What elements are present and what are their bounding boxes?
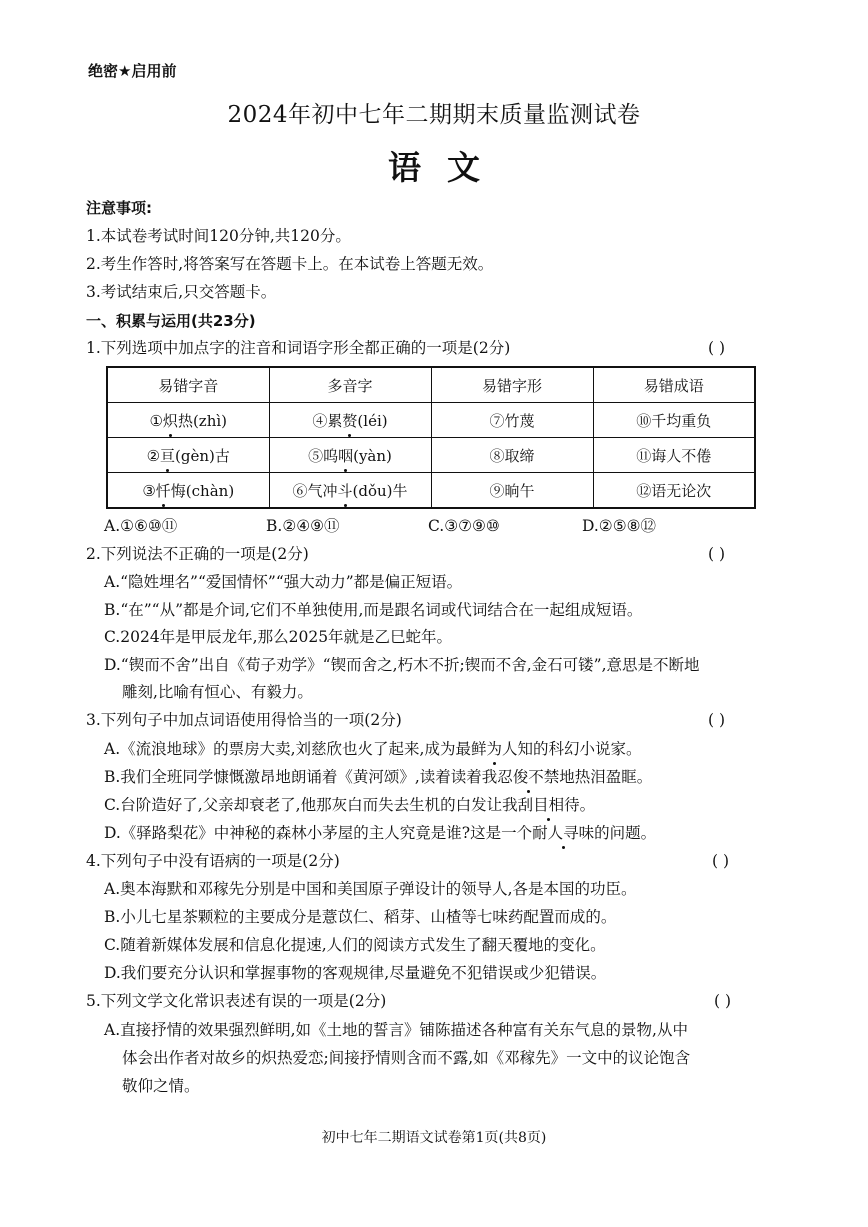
q2-option-d: D.“锲而不舍”出自《荀子劝学》“锲而舍之,朽木不折;锲而不舍,金石可镂”,意思是不断地 (104, 656, 700, 674)
q3-answer-paren: ( ) (708, 711, 726, 729)
table-cell: ④累赘(léi) (269, 403, 431, 438)
secret-label: 绝密★启用前 (88, 62, 177, 80)
q4-option-a: A.奥本海默和邓稼先分别是中国和美国原子弹设计的领导人,各是本国的功臣。 (104, 880, 637, 898)
q1-table (106, 366, 756, 509)
table-header: 多音字 (269, 367, 431, 403)
table-header: 易错成语 (593, 367, 755, 403)
table-cell: ③忏悔(chàn) (107, 473, 269, 509)
q1-option-b: B.②④⑨⑪ (266, 517, 340, 535)
table-cell: ⑩千均重负 (593, 403, 755, 438)
q1-option-d: D.②⑤⑧⑫ (582, 517, 656, 535)
q2-option-c: C.2024年是甲辰龙年,那么2025年就是乙巳蛇年。 (104, 628, 453, 646)
table-cell: ⑨晌午 (431, 473, 593, 509)
subject-title: 语文 (388, 148, 506, 187)
q2-option-d-cont: 雕刻,比喻有恒心、有毅力。 (122, 683, 313, 701)
table-cell: ⑦竹蔑 (431, 403, 593, 438)
q2-answer-paren: ( ) (708, 545, 726, 563)
table-cell: ①炽热(zhì) (107, 403, 269, 438)
table-cell: ⑫语无论次 (593, 473, 755, 509)
q2-option-a: A.“隐姓埋名”“爱国情怀”“强大动力”都是偏正短语。 (104, 573, 463, 591)
table-header: 易错字形 (431, 367, 593, 403)
q3-stem: 3.下列句子中加点词语使用得恰当的一项(2分) (86, 711, 402, 729)
table-row (107, 473, 755, 509)
table-header-row (107, 367, 755, 403)
table-cell: ⑤呜咽(yàn) (269, 438, 431, 473)
table-cell: ⑥气冲斗(dǒu)牛 (269, 473, 431, 509)
q1-stem: 1.下列选项中加点字的注音和词语字形全都正确的一项是(2分) (86, 339, 511, 357)
q5-option-a: A.直接抒情的效果强烈鲜明,如《土地的誓言》铺陈描述各种富有关东气息的景物,从中 (104, 1021, 688, 1039)
table-header: 易错字音 (107, 367, 269, 403)
q1-option-a: A.①⑥⑩⑪ (104, 517, 178, 535)
exam-title: 2024年初中七年二期期末质量监测试卷 (227, 102, 641, 128)
q4-option-d: D.我们要充分认识和掌握事物的客观规律,尽量避免不犯错误或少犯错误。 (104, 964, 607, 982)
q5-option-a-cont: 体会出作者对故乡的炽热爱恋;间接抒情则含而不露,如《邓稼先》一文中的议论饱含 (122, 1049, 691, 1067)
q4-option-c: C.随着新媒体发展和信息化提速,人们的阅读方式发生了翻天覆地的变化。 (104, 936, 606, 954)
table-row (107, 403, 755, 438)
notice-item-1: 1.本试卷考试时间120分钟,共120分。 (86, 227, 351, 245)
q5-answer-paren: ( ) (714, 992, 732, 1010)
q3-option-a: A.《流浪地球》的票房大卖,刘慈欣也火了起来,成为最鲜为人知的科幻小说家。 (104, 740, 642, 758)
q1-option-c: C.③⑦⑨⑩ (428, 517, 500, 535)
q4-option-b: B.小儿七星茶颗粒的主要成分是薏苡仁、稻芽、山楂等七味药配置而成的。 (104, 908, 617, 926)
table-cell: ⑧取缔 (431, 438, 593, 473)
q1-answer-paren: ( ) (708, 339, 726, 357)
table-cell: ⑪诲人不倦 (593, 438, 755, 473)
page-footer: 初中七年二期语文试卷第1页(共8页) (321, 1130, 547, 1146)
table-cell: ②亘(gèn)古 (107, 438, 269, 473)
q3-option-b: B.我们全班同学慷慨激昂地朗诵着《黄河颂》,读着读着我忍俊不禁地热泪盈眶。 (104, 768, 653, 786)
notice-item-3: 3.考试结束后,只交答题卡。 (86, 283, 277, 301)
q3-option-c: C.台阶造好了,父亲却衰老了,他那灰白而失去生机的白发让我刮目相待。 (104, 796, 596, 814)
q2-stem: 2.下列说法不正确的一项是(2分) (86, 545, 309, 563)
q4-answer-paren: ( ) (712, 852, 730, 870)
q3-option-d: D.《驿路梨花》中神秘的森林小茅屋的主人究竟是谁?这是一个耐人寻味的问题。 (104, 824, 657, 842)
notice-heading: 注意事项: (86, 199, 152, 217)
q4-stem: 4.下列句子中没有语病的一项是(2分) (86, 852, 340, 870)
q5-stem: 5.下列文学文化常识表述有误的一项是(2分) (86, 992, 387, 1010)
notice-item-2: 2.考生作答时,将答案写在答题卡上。在本试卷上答题无效。 (86, 255, 494, 273)
q5-option-a-cont: 敬仰之情。 (122, 1077, 200, 1095)
table-row (107, 438, 755, 473)
q2-option-b: B.“在”“从”都是介词,它们不单独使用,而是跟名词或代词结合在一起组成短语。 (104, 601, 643, 619)
section-heading: 一、积累与运用(共23分) (86, 312, 256, 330)
